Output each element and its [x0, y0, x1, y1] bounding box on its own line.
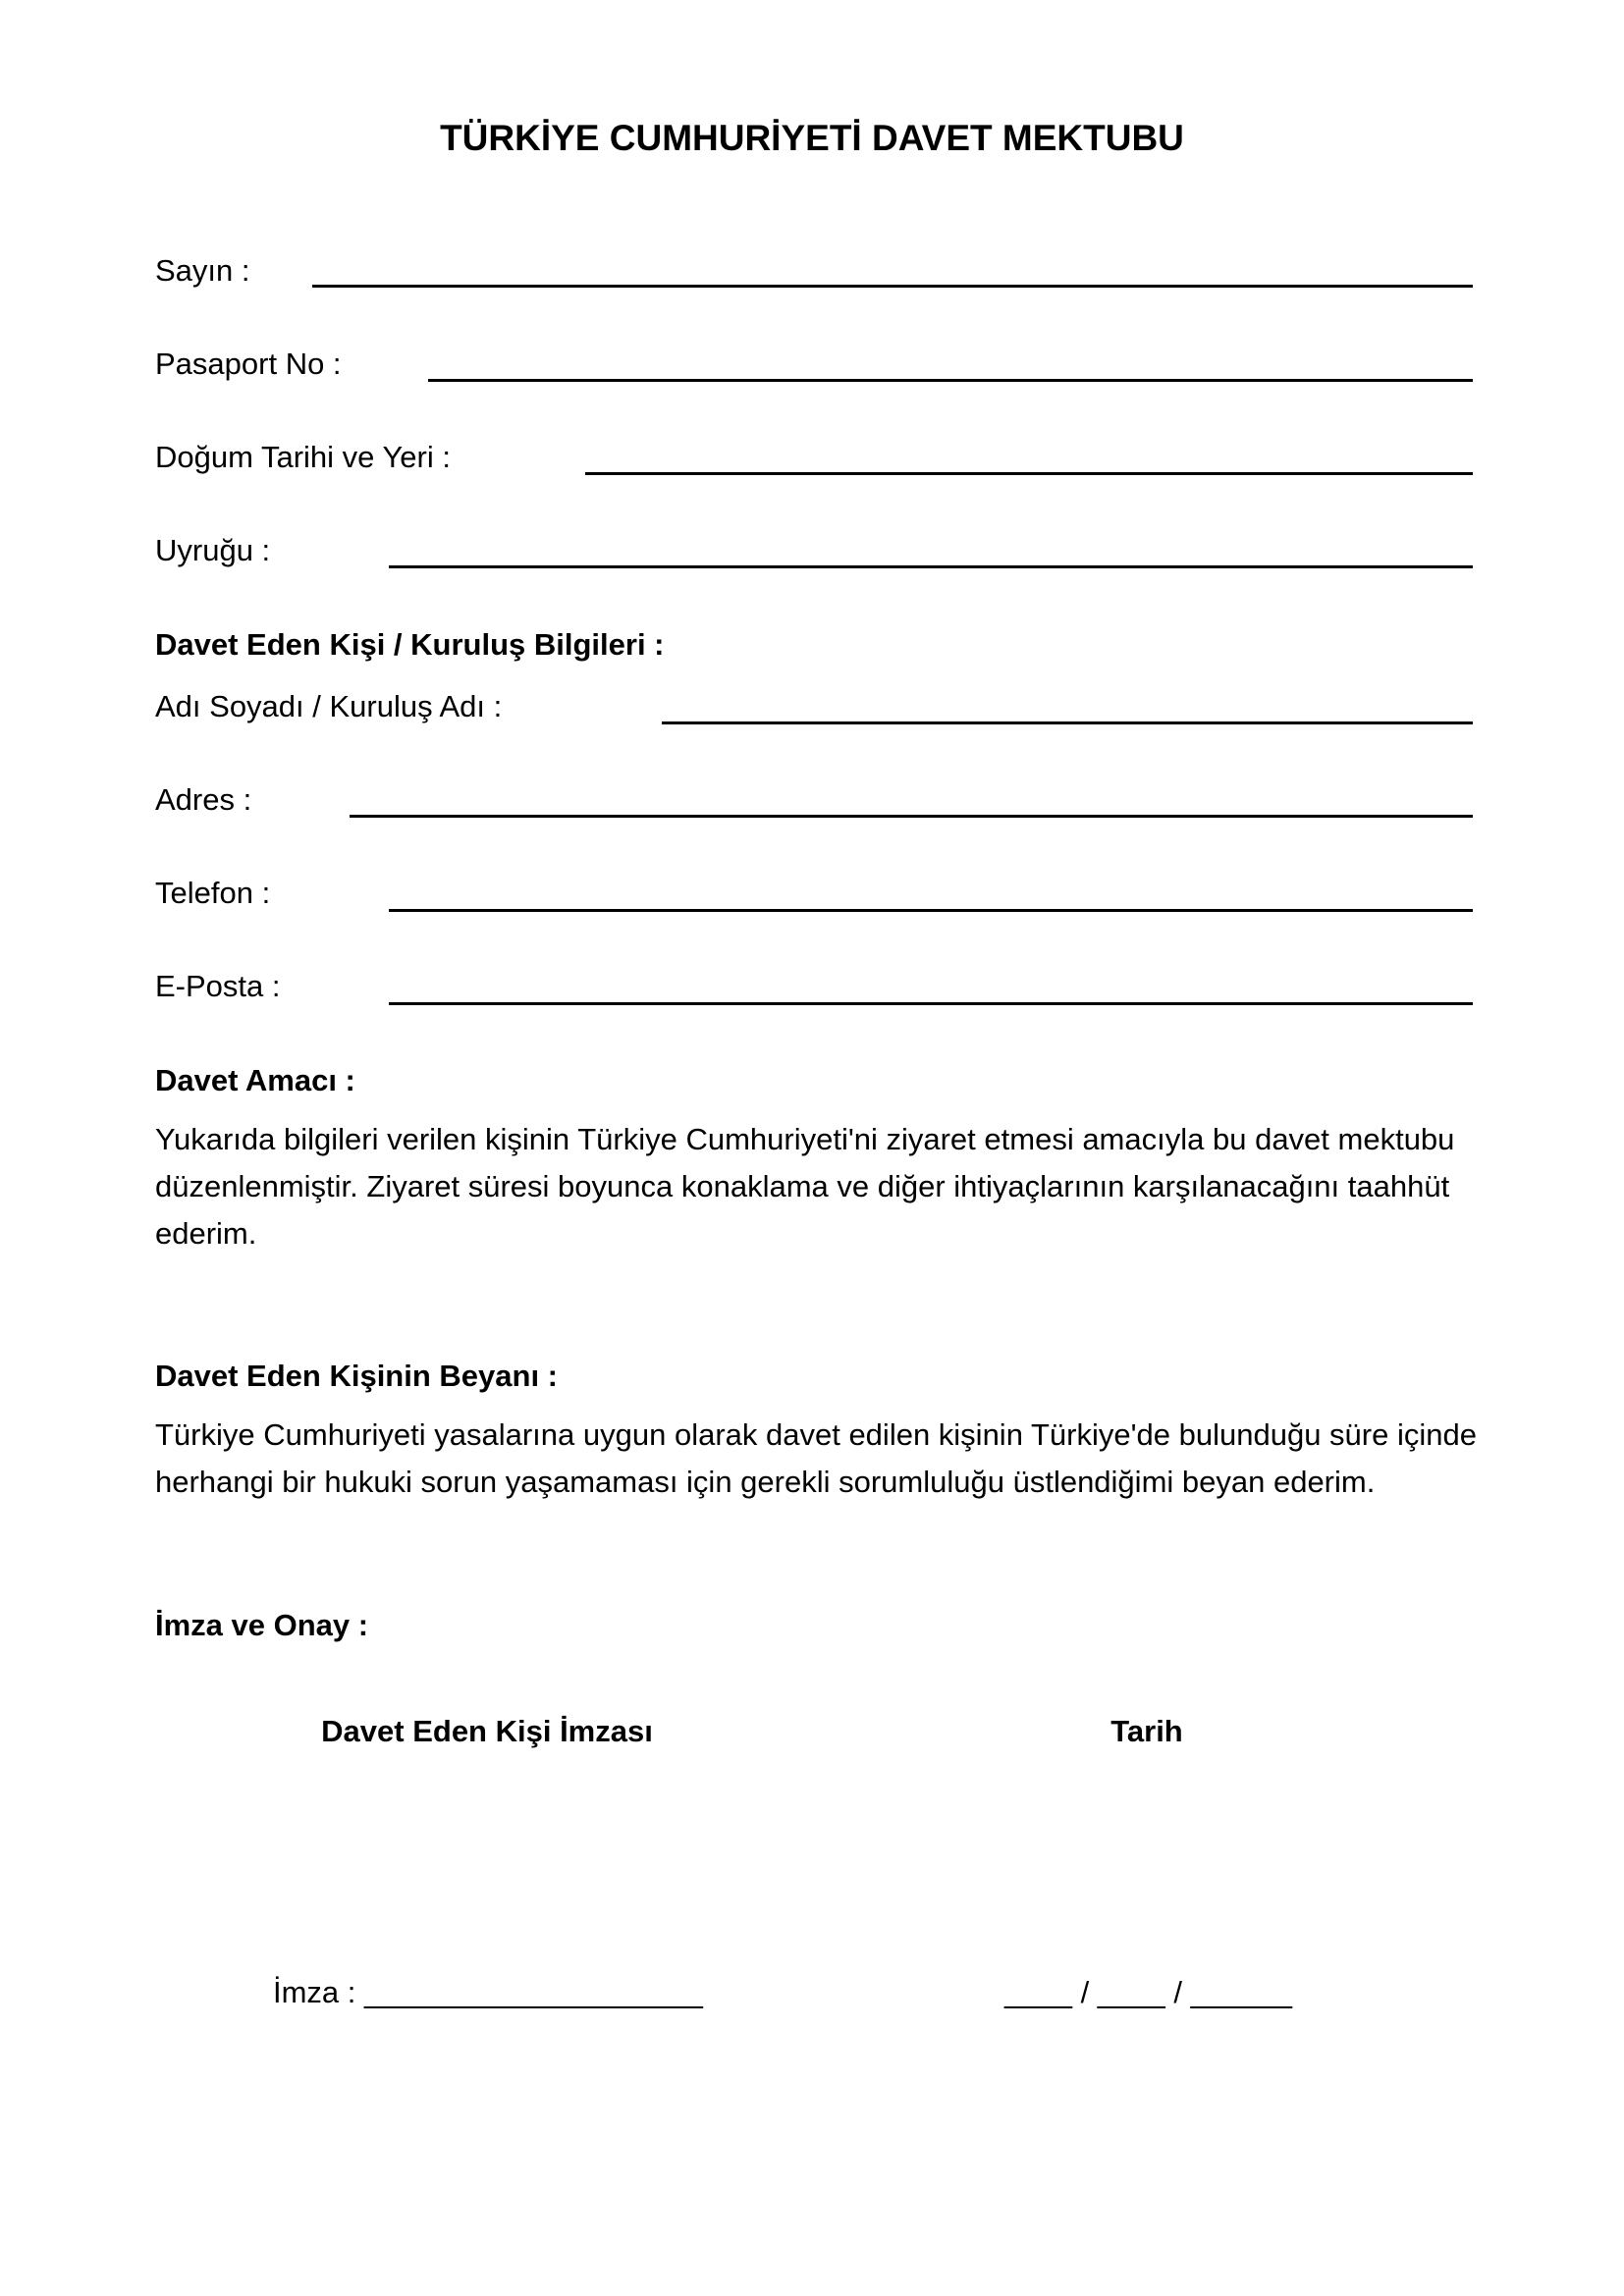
date-column-title: Tarih: [1110, 1714, 1183, 1748]
field-label-birth: Doğum Tarihi ve Yeri :: [155, 440, 451, 474]
passport-input-line[interactable]: [428, 379, 1473, 382]
declaration-heading: Davet Eden Kişinin Beyanı :: [155, 1359, 558, 1393]
field-label-nationality: Uyruğu :: [155, 533, 271, 567]
address-input-line[interactable]: [350, 815, 1473, 818]
field-label-inviter-name: Adı Soyadı / Kuruluş Adı :: [155, 689, 503, 723]
field-label-name: Sayın :: [155, 253, 250, 288]
signature-line[interactable]: İmza : ____________________: [273, 1975, 703, 2009]
name-input-line[interactable]: [312, 285, 1473, 288]
field-label-address: Adres :: [155, 782, 252, 817]
declaration-text: Türkiye Cumhuriyeti yasalarına uygun olarak davet edilen kişinin Türkiye'de bulunduğu süre içinde herhangi bir hukuki sorun yaşamaması için gerekli sorumluluğu üstlendiğimi beyan ederim.: [155, 1417, 1477, 1499]
signature-column-title: Davet Eden Kişi İmzası: [321, 1714, 653, 1748]
field-label-phone: Telefon :: [155, 876, 271, 910]
field-label-passport: Pasaport No :: [155, 347, 342, 381]
date-line[interactable]: ____ / ____ / ______: [1004, 1975, 1293, 2009]
birth-input-line[interactable]: [585, 472, 1473, 475]
inviter-name-input-line[interactable]: [662, 721, 1473, 724]
signature-heading: İmza ve Onay :: [155, 1608, 369, 1642]
nationality-input-line[interactable]: [389, 565, 1473, 568]
purpose-text: Yukarıda bilgileri verilen kişinin Türkiye Cumhuriyeti'ni ziyaret etmesi amacıyla bu davet mektubu düzenlenmiştir. Ziyaret süresi boyunca konaklama ve diğer ihtiyaçlarının karşılanacağını taahhüt ederim.: [155, 1122, 1455, 1251]
inviter-heading: Davet Eden Kişi / Kuruluş Bilgileri :: [155, 627, 665, 662]
phone-input-line[interactable]: [389, 909, 1473, 912]
purpose-heading: Davet Amacı :: [155, 1063, 355, 1097]
email-input-line[interactable]: [389, 1002, 1473, 1005]
document-title: TÜRKİYE CUMHURİYETİ DAVET MEKTUBU: [440, 118, 1184, 158]
field-label-email: E-Posta :: [155, 969, 281, 1003]
